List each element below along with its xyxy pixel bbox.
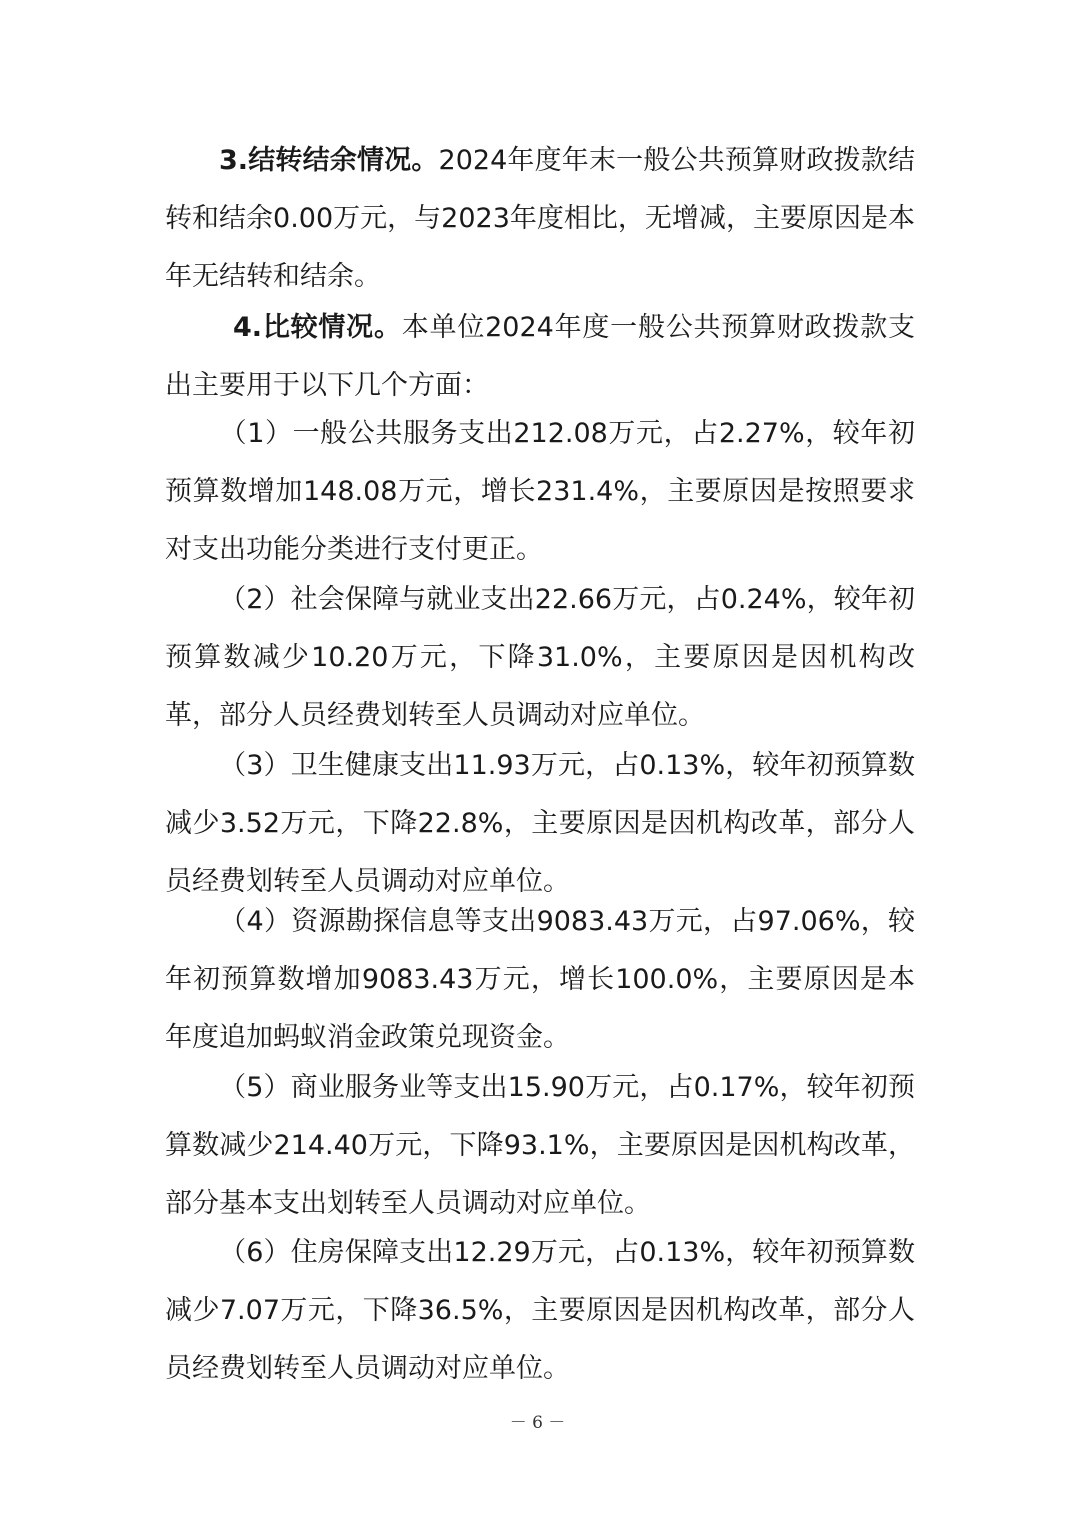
- paragraph-item-5: [165, 1059, 915, 1233]
- paragraph-item-6: [165, 1224, 915, 1398]
- paragraph-text: （2）社会保障与就业支出22.66万元，占0.24%，较年初预算数减少10.20万元，下降31.0%，主要原因是因机构改革，部分人员经费划转至人员调动对应单位。: [165, 584, 915, 731]
- paragraph-text: 本单位2024年度一般公共预算财政拨款支出主要用于以下几个方面：: [165, 312, 915, 401]
- page-number: － 6 －: [509, 1413, 566, 1433]
- paragraph-text: （1）一般公共服务支出212.08万元，占2.27%，较年初预算数增加148.08万元，增长231.4%，主要原因是按照要求对支出功能分类进行支付更正。: [165, 418, 915, 565]
- paragraph-text: 2024年度年末一般公共预算财政拨款结转和结余0.00万元，与2023年度相比，无增减，主要原因是本年无结转和结余。: [165, 145, 916, 292]
- paragraph-text: （6）住房保障支出12.29万元，占0.13%，较年初预算数减少7.07万元，下降36.5%，主要原因是因机构改革，部分人员经费划转至人员调动对应单位。: [165, 1237, 915, 1384]
- paragraph-heading: 4.比较情况。: [233, 312, 402, 343]
- paragraph-item-3: [165, 737, 915, 911]
- paragraph-carryover-balance: [165, 132, 915, 306]
- paragraph-heading: 3.结转结余情况。: [219, 145, 439, 176]
- paragraph-text: （5）商业服务业等支出15.90万元，占0.17%，较年初预算数减少214.40万元，下降93.1%，主要原因是因机构改革，部分基本支出划转至人员调动对应单位。: [165, 1072, 915, 1219]
- paragraph-comparison: [165, 299, 915, 415]
- paragraph-item-2: [165, 571, 915, 745]
- paragraph-item-1: [165, 405, 915, 579]
- paragraph-item-4: [165, 893, 915, 1067]
- paragraph-text: （3）卫生健康支出11.93万元，占0.13%，较年初预算数减少3.52万元，下降22.8%，主要原因是因机构改革，部分人员经费划转至人员调动对应单位。: [165, 750, 915, 897]
- paragraph-text: （4）资源勘探信息等支出9083.43万元，占97.06%，较年初预算数增加9083.43万元，增长100.0%，主要原因是本年度追加蚂蚁消金政策兑现资金。: [165, 906, 915, 1053]
